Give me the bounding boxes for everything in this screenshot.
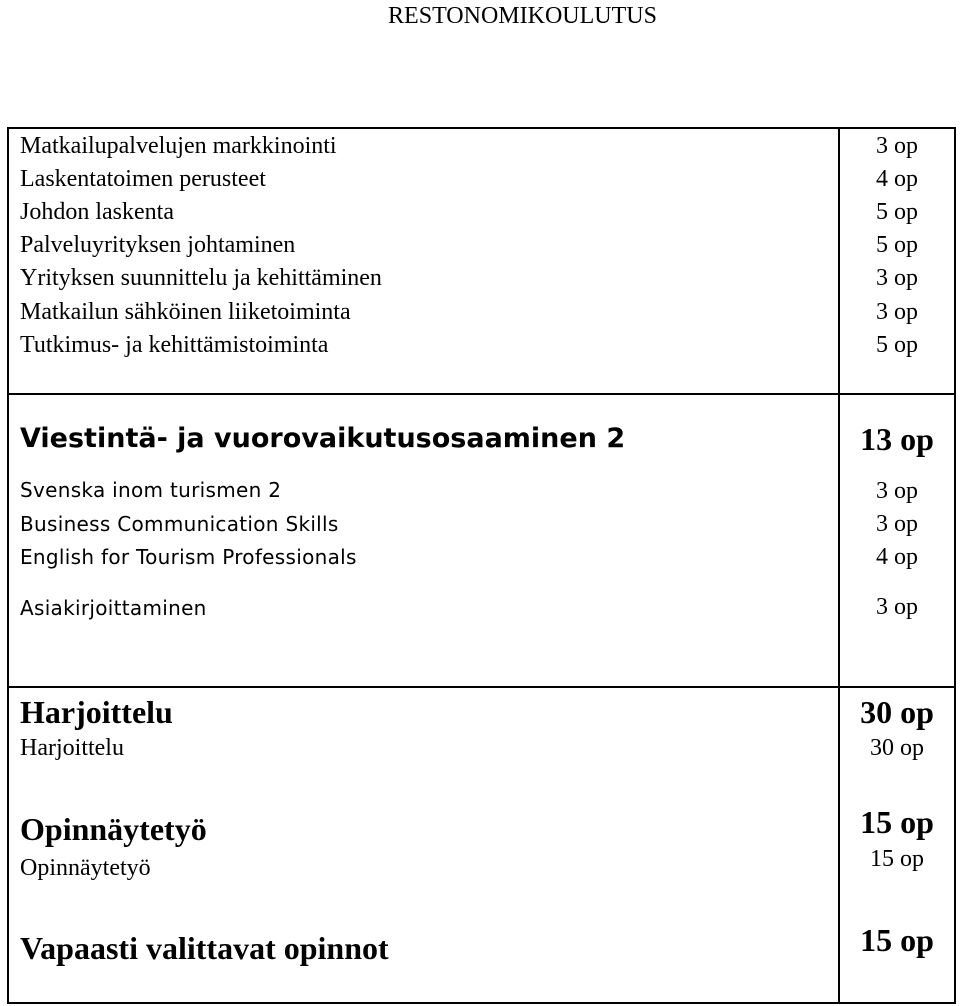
section-heading: Vapaasti valittavat opinnot <box>20 930 389 966</box>
course-credits: 3 op <box>876 299 918 325</box>
course-name: Laskentatoimen perusteet <box>20 166 266 192</box>
course-name: Tutkimus- ja kehittämistoiminta <box>20 332 329 358</box>
course-name: Business Communication Skills <box>20 512 339 536</box>
course-name: Yrityksen suunnittelu ja kehittäminen <box>20 265 382 291</box>
course-name: Asiakirjoittaminen <box>20 596 207 620</box>
section-heading-credits: 15 op <box>860 922 934 958</box>
course-credits: 3 op <box>876 478 918 504</box>
section-heading: Harjoittelu <box>20 694 173 730</box>
course-credits: 3 op <box>876 511 918 537</box>
course-name: Svenska inom turismen 2 <box>20 478 282 502</box>
section-heading: Viestintä- ja vuorovaikutusosaaminen 2 <box>20 423 626 454</box>
course-name: Palveluyrityksen johtaminen <box>20 232 296 258</box>
course-credits: 3 op <box>876 594 918 620</box>
course-name: English for Tourism Professionals <box>20 545 357 569</box>
course-credits: 3 op <box>876 133 918 159</box>
course-credits: 30 op <box>870 735 924 761</box>
section-heading: Opinnäytetyö <box>20 811 207 847</box>
section-divider <box>7 686 956 688</box>
course-credits: 5 op <box>876 232 918 258</box>
course-credits: 4 op <box>876 544 918 570</box>
course-credits: 3 op <box>876 265 918 291</box>
section-heading-credits: 30 op <box>860 694 934 730</box>
page-title: RESTONOMIKOULUTUS <box>388 3 657 29</box>
course-credits: 4 op <box>876 166 918 192</box>
section-divider <box>7 393 956 395</box>
course-credits: 15 op <box>870 846 924 872</box>
course-name: Opinnäytetyö <box>20 855 151 881</box>
section-heading-credits: 13 op <box>860 421 934 457</box>
section-heading-credits: 15 op <box>860 804 934 840</box>
course-credits: 5 op <box>876 332 918 358</box>
course-name: Johdon laskenta <box>20 199 174 225</box>
course-name: Harjoittelu <box>20 735 124 761</box>
course-credits: 5 op <box>876 199 918 225</box>
course-name: Matkailupalvelujen markkinointi <box>20 133 337 159</box>
course-name: Matkailun sähköinen liiketoiminta <box>20 299 351 325</box>
